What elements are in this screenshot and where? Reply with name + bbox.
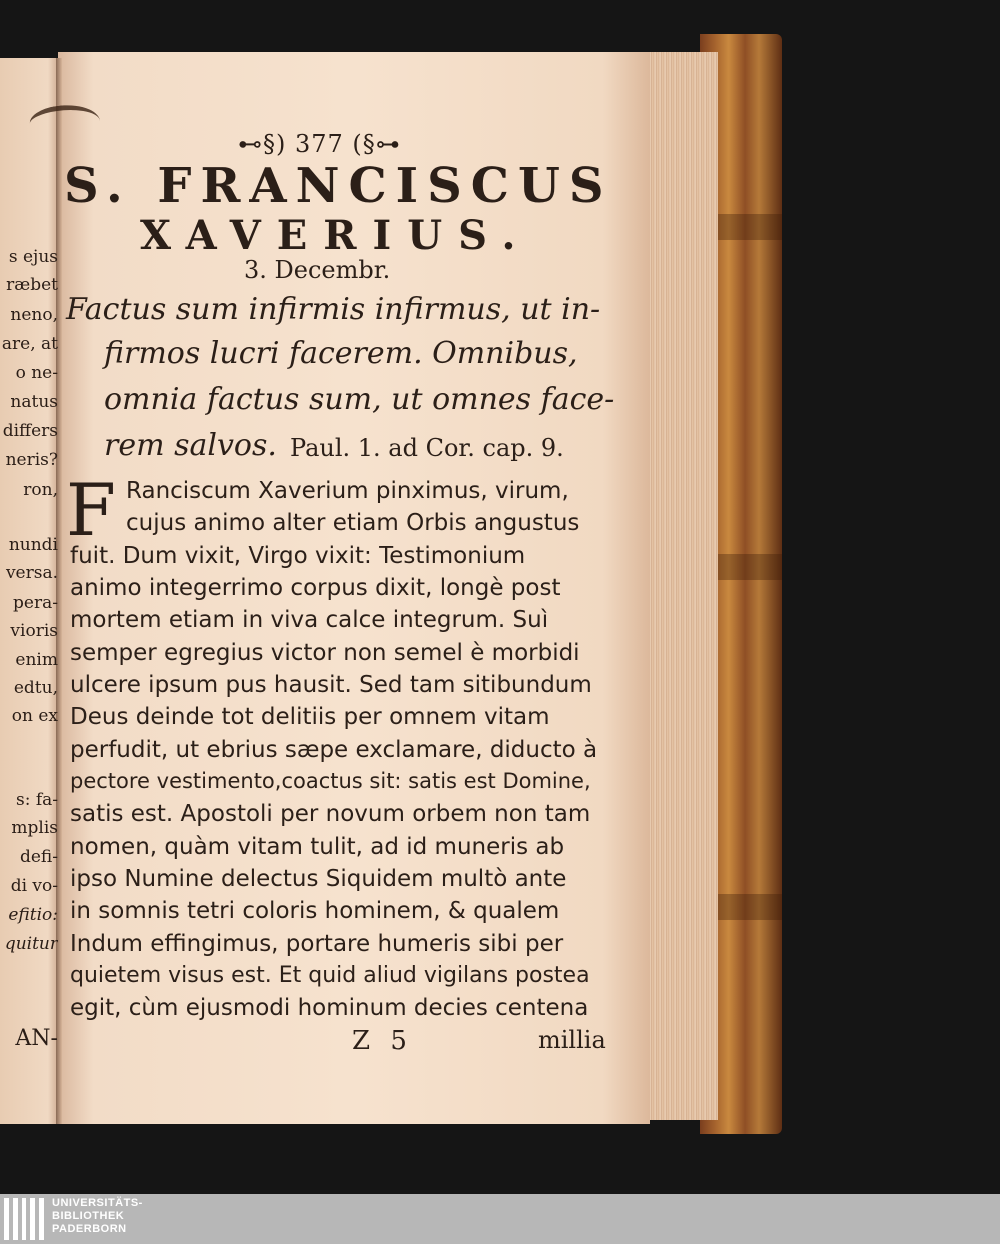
body-line: semper egregius victor non semel è morbidi — [70, 640, 580, 666]
left-page-fragment: ron, — [23, 480, 58, 500]
left-page-fragment: versa. — [5, 563, 58, 583]
left-page-fragment: defi- — [19, 847, 58, 867]
left-page-catchword: AN- — [15, 1026, 58, 1051]
body-line: nomen, quàm vitam tulit, ad id muneris ab — [70, 834, 565, 860]
library-name-line3: PADERBORN — [52, 1223, 127, 1235]
library-name-line2: BIBLIOTHEK — [52, 1210, 125, 1222]
left-page-fragment: o ne- — [15, 363, 58, 383]
quote-line: rem salvos. — [104, 428, 277, 463]
running-head: ⊷§) 377 (§⊶ — [238, 130, 401, 158]
left-page-fragment: ræbet — [6, 275, 58, 295]
body-line: ulcere ipsum pus hausit. Sed tam sitibundum — [70, 672, 592, 698]
left-page-fragment: s: fa- — [15, 790, 58, 810]
left-page — [0, 58, 60, 1124]
left-page-fragment: differs — [2, 421, 58, 441]
left-page-fragment: nundi — [8, 535, 58, 555]
signature-mark: Z 5 — [352, 1026, 413, 1056]
left-page-fragment: vioris — [10, 621, 58, 641]
body-line: Ranciscum Xaverium pinximus, virum, — [126, 478, 569, 504]
library-footer — [0, 1194, 1000, 1244]
left-page-fragment: pera- — [13, 593, 58, 613]
body-line: cujus animo alter etiam Orbis angustus — [126, 510, 580, 536]
body-line: egit, cùm ejusmodi hominum decies centena — [70, 995, 589, 1021]
body-line: Indum effingimus, portare humeris sibi per — [70, 931, 564, 957]
quote-reference: Paul. 1. ad Cor. cap. 9. — [290, 434, 564, 462]
feast-date: 3. Decembr. — [244, 256, 391, 284]
left-page-fragment: edtu, — [13, 678, 58, 698]
left-page-fragment: natus — [10, 392, 58, 412]
left-page-fragment: neris? — [5, 450, 58, 470]
left-page-fragment: mplis — [11, 818, 58, 838]
left-page-fragment: enim — [15, 650, 58, 670]
left-page-fragment: on ex — [11, 706, 58, 726]
left-page-fragment: s ejus — [8, 247, 58, 267]
left-page-fragment: efitio: — [8, 905, 58, 925]
library-logo-icon — [4, 1198, 44, 1240]
catchword: millia — [538, 1026, 606, 1054]
quote-line: Factus sum infirmis infirmus, ut in- — [66, 292, 601, 327]
body-line: quietem visus est. Et quid aliud vigilans postea — [70, 963, 590, 988]
body-line: fuit. Dum vixit, Virgo vixit: Testimonium — [70, 543, 526, 569]
body-line: in somnis tetri coloris hominem, & qualem — [70, 898, 560, 924]
body-line: satis est. Apostoli per novum orbem non tam — [70, 801, 591, 827]
library-name-line1: UNIVERSITÄTS- — [52, 1197, 143, 1209]
quote-line: firmos lucri facerem. Omnibus, — [104, 336, 578, 371]
page-title-line2: XAVERIUS. — [140, 212, 532, 259]
left-page-fragment: are, at — [1, 334, 58, 354]
left-page-fragment: quitur — [4, 934, 58, 954]
page-gutter — [56, 58, 62, 1124]
page-title: S. FRANCISCUS — [64, 158, 613, 214]
left-page-fragment: neno, — [10, 305, 58, 325]
body-line: mortem etiam in viva calce integrum. Suì — [70, 607, 549, 633]
left-page-fragment: di vo- — [10, 876, 58, 896]
body-line: animo integerrimo corpus dixit, longè post — [70, 575, 561, 601]
body-line: ipso Numine delectus Siquidem multò ante — [70, 866, 567, 892]
body-line: Deus deinde tot delitiis per omnem vitam — [70, 704, 550, 730]
body-line: pectore vestimento,coactus sit: satis est Domine, — [70, 769, 591, 793]
body-line: perfudit, ut ebrius sæpe exclamare, diducto à — [70, 737, 598, 763]
drop-cap: F — [66, 468, 116, 552]
page-fore-edge — [642, 52, 718, 1120]
quote-line: omnia factus sum, ut omnes face- — [104, 382, 615, 417]
